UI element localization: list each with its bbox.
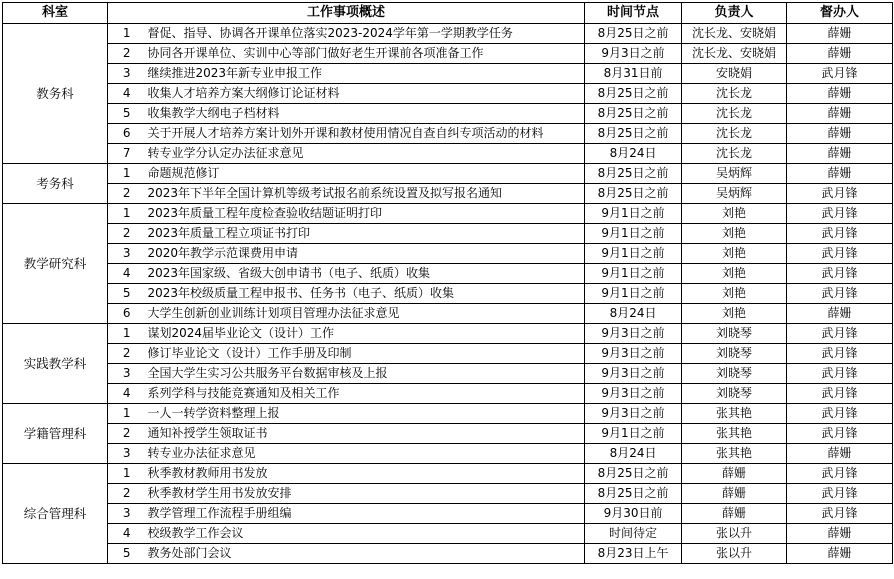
table-body	[3, 24, 893, 564]
owner-cell: 刘晓琴	[682, 344, 787, 364]
time-cell: 8月25日之前	[585, 464, 682, 484]
supervisor-cell: 薛姗	[787, 124, 893, 144]
supervisor-cell: 武月锋	[787, 224, 893, 244]
time-cell: 9月3日之前	[585, 384, 682, 404]
supervisor-cell: 薛姗	[787, 84, 893, 104]
supervisor-cell: 武月锋	[787, 484, 893, 504]
table-row	[3, 284, 893, 304]
time-cell: 8月31日前	[585, 64, 682, 84]
supervisor-cell: 武月锋	[787, 324, 893, 344]
supervisor-cell: 薛姗	[787, 164, 893, 184]
row-number: 2	[108, 224, 146, 244]
task-description: 秋季教材学生用书发放安排	[146, 484, 585, 504]
row-number: 1	[108, 324, 146, 344]
owner-cell: 沈长龙、安晓娟	[682, 24, 787, 44]
row-number: 1	[108, 204, 146, 224]
supervisor-cell: 武月锋	[787, 64, 893, 84]
row-number: 4	[108, 264, 146, 284]
time-cell: 9月1日之前	[585, 204, 682, 224]
time-cell: 9月3日之前	[585, 344, 682, 364]
table-row	[3, 184, 893, 204]
owner-cell: 刘晓琴	[682, 324, 787, 344]
owner-cell: 安晓娟	[682, 64, 787, 84]
owner-cell: 沈长龙	[682, 124, 787, 144]
time-cell: 8月24日	[585, 444, 682, 464]
dept-cell: 考务科	[3, 164, 108, 204]
dept-cell: 教学研究科	[3, 204, 108, 324]
supervisor-cell: 武月锋	[787, 504, 893, 524]
task-description: 继续推进2023年新专业申报工作	[146, 64, 585, 84]
supervisor-cell: 薛姗	[787, 444, 893, 464]
table-row	[3, 124, 893, 144]
work-schedule-table	[2, 2, 893, 564]
task-description: 教务处部门会议	[146, 544, 585, 564]
table-row	[3, 24, 893, 44]
time-cell: 9月3日之前	[585, 44, 682, 64]
time-cell: 8月24日	[585, 144, 682, 164]
time-cell: 8月25日之前	[585, 184, 682, 204]
owner-cell: 张以升	[682, 544, 787, 564]
task-description: 关于开展人才培养方案计划外开课和教材使用情况自查自纠专项活动的材料	[146, 124, 585, 144]
owner-cell: 吴炳辉	[682, 184, 787, 204]
row-number: 4	[108, 384, 146, 404]
table-row	[3, 144, 893, 164]
task-description: 收集人才培养方案大纲修订论证材料	[146, 84, 585, 104]
table-row	[3, 224, 893, 244]
row-number: 3	[108, 244, 146, 264]
task-description: 转专业学分认定办法征求意见	[146, 144, 585, 164]
time-cell: 9月1日之前	[585, 224, 682, 244]
task-description: 教学管理工作流程手册组编	[146, 504, 585, 524]
row-number: 2	[108, 184, 146, 204]
table-row	[3, 244, 893, 264]
task-description: 校级教学工作会议	[146, 524, 585, 544]
row-number: 3	[108, 64, 146, 84]
dept-cell: 实践教学科	[3, 324, 108, 404]
time-cell: 9月1日之前	[585, 284, 682, 304]
time-cell: 8月25日之前	[585, 164, 682, 184]
table-row	[3, 344, 893, 364]
time-cell: 9月30日前	[585, 504, 682, 524]
owner-cell: 薛姗	[682, 464, 787, 484]
row-number: 6	[108, 304, 146, 324]
owner-cell: 沈长龙	[682, 84, 787, 104]
time-cell: 9月1日之前	[585, 424, 682, 444]
table-row	[3, 384, 893, 404]
owner-cell: 刘艳	[682, 244, 787, 264]
task-description: 2023年下半年全国计算机等级考试报名前系统设置及拟写报名通知	[146, 184, 585, 204]
dept-cell: 综合管理科	[3, 464, 108, 564]
row-number: 5	[108, 544, 146, 564]
row-number: 4	[108, 524, 146, 544]
supervisor-cell: 薛姗	[787, 144, 893, 164]
task-description: 2023年国家级、省级大创申请书（电子、纸质）收集	[146, 264, 585, 284]
owner-cell: 刘艳	[682, 264, 787, 284]
task-description: 2023年质量工程年度检查验收结题证明打印	[146, 204, 585, 224]
owner-cell: 刘晓琴	[682, 364, 787, 384]
row-number: 3	[108, 504, 146, 524]
time-cell: 9月3日之前	[585, 324, 682, 344]
supervisor-cell: 武月锋	[787, 264, 893, 284]
table-row	[3, 524, 893, 544]
time-cell: 8月25日之前	[585, 84, 682, 104]
task-description: 全国大学生实习公共服务平台数据审核及上报	[146, 364, 585, 384]
supervisor-cell: 薛姗	[787, 24, 893, 44]
task-description: 大学生创新创业训练计划项目管理办法征求意见	[146, 304, 585, 324]
supervisor-cell: 武月锋	[787, 184, 893, 204]
row-number: 5	[108, 104, 146, 124]
table-row	[3, 364, 893, 384]
task-description: 命题规范修订	[146, 164, 585, 184]
table-row	[3, 484, 893, 504]
table-row	[3, 544, 893, 564]
dept-cell: 教务科	[3, 24, 108, 164]
time-cell: 9月3日之前	[585, 364, 682, 384]
time-cell: 8月25日之前	[585, 124, 682, 144]
table-row	[3, 64, 893, 84]
table-row	[3, 464, 893, 484]
row-number: 2	[108, 44, 146, 64]
table-row	[3, 164, 893, 184]
owner-cell: 薛姗	[682, 504, 787, 524]
table-row	[3, 324, 893, 344]
time-cell: 时间待定	[585, 524, 682, 544]
table-row	[3, 444, 893, 464]
task-description: 2020年教学示范课费用申请	[146, 244, 585, 264]
task-description: 一人一转学资料整理上报	[146, 404, 585, 424]
owner-cell: 刘艳	[682, 304, 787, 324]
header-owner: 负责人	[682, 3, 787, 24]
owner-cell: 薛姗	[682, 484, 787, 504]
supervisor-cell: 薛姗	[787, 44, 893, 64]
task-description: 修订毕业论文（设计）工作手册及印制	[146, 344, 585, 364]
header-supervisor: 督办人	[787, 3, 893, 24]
header-time: 时间节点	[585, 3, 682, 24]
table-row	[3, 264, 893, 284]
table-row	[3, 404, 893, 424]
time-cell: 9月3日之前	[585, 404, 682, 424]
time-cell: 8月24日	[585, 304, 682, 324]
supervisor-cell: 武月锋	[787, 244, 893, 264]
header-dept: 科室	[3, 3, 108, 24]
task-description: 督促、指导、协调各开课单位落实2023-2024学年第一学期教学任务	[146, 24, 585, 44]
time-cell: 9月1日之前	[585, 264, 682, 284]
time-cell: 8月25日之前	[585, 484, 682, 504]
row-number: 2	[108, 424, 146, 444]
owner-cell: 刘晓琴	[682, 384, 787, 404]
row-number: 2	[108, 344, 146, 364]
table-row	[3, 304, 893, 324]
table-row	[3, 44, 893, 64]
owner-cell: 刘艳	[682, 284, 787, 304]
task-description: 秋季教材教师用书发放	[146, 464, 585, 484]
header-row	[3, 3, 893, 24]
owner-cell: 沈长龙	[682, 144, 787, 164]
supervisor-cell: 薛姗	[787, 304, 893, 324]
row-number: 3	[108, 444, 146, 464]
row-number: 4	[108, 84, 146, 104]
supervisor-cell: 薛姗	[787, 544, 893, 564]
row-number: 7	[108, 144, 146, 164]
supervisor-cell: 武月锋	[787, 204, 893, 224]
row-number: 3	[108, 364, 146, 384]
table-row	[3, 204, 893, 224]
dept-cell: 学籍管理科	[3, 404, 108, 464]
owner-cell: 张其艳	[682, 444, 787, 464]
task-description: 转专业办法征求意见	[146, 444, 585, 464]
row-number: 1	[108, 164, 146, 184]
supervisor-cell: 武月锋	[787, 364, 893, 384]
row-number: 2	[108, 484, 146, 504]
supervisor-cell: 武月锋	[787, 404, 893, 424]
supervisor-cell: 薛姗	[787, 524, 893, 544]
task-description: 协同各开课单位、实训中心等部门做好老生开课前各项准备工作	[146, 44, 585, 64]
supervisor-cell: 武月锋	[787, 384, 893, 404]
owner-cell: 刘艳	[682, 204, 787, 224]
owner-cell: 张以升	[682, 524, 787, 544]
task-description: 谋划2024届毕业论文（设计）工作	[146, 324, 585, 344]
supervisor-cell: 武月锋	[787, 344, 893, 364]
owner-cell: 沈长龙	[682, 104, 787, 124]
supervisor-cell: 武月锋	[787, 424, 893, 444]
supervisor-cell: 薛姗	[787, 104, 893, 124]
table-row	[3, 104, 893, 124]
time-cell: 8月25日之前	[585, 104, 682, 124]
owner-cell: 张其艳	[682, 424, 787, 444]
row-number: 1	[108, 404, 146, 424]
task-description: 收集教学大纲电子档材料	[146, 104, 585, 124]
owner-cell: 刘艳	[682, 224, 787, 244]
header-task: 工作事项概述	[108, 3, 585, 24]
task-description: 系列学科与技能竞赛通知及相关工作	[146, 384, 585, 404]
table-row	[3, 424, 893, 444]
row-number: 5	[108, 284, 146, 304]
task-description: 2023年质量工程立项证书打印	[146, 224, 585, 244]
supervisor-cell: 武月锋	[787, 284, 893, 304]
owner-cell: 沈长龙、安晓娟	[682, 44, 787, 64]
row-number: 1	[108, 464, 146, 484]
table-row	[3, 84, 893, 104]
supervisor-cell: 武月锋	[787, 464, 893, 484]
time-cell: 8月25日之前	[585, 24, 682, 44]
table-row	[3, 504, 893, 524]
task-description: 通知补授学生领取证书	[146, 424, 585, 444]
time-cell: 8月23日上午	[585, 544, 682, 564]
owner-cell: 吴炳辉	[682, 164, 787, 184]
owner-cell: 张其艳	[682, 404, 787, 424]
row-number: 1	[108, 24, 146, 44]
time-cell: 9月1日之前	[585, 244, 682, 264]
task-description: 2023年校级质量工程申报书、任务书（电子、纸质）收集	[146, 284, 585, 304]
row-number: 6	[108, 124, 146, 144]
